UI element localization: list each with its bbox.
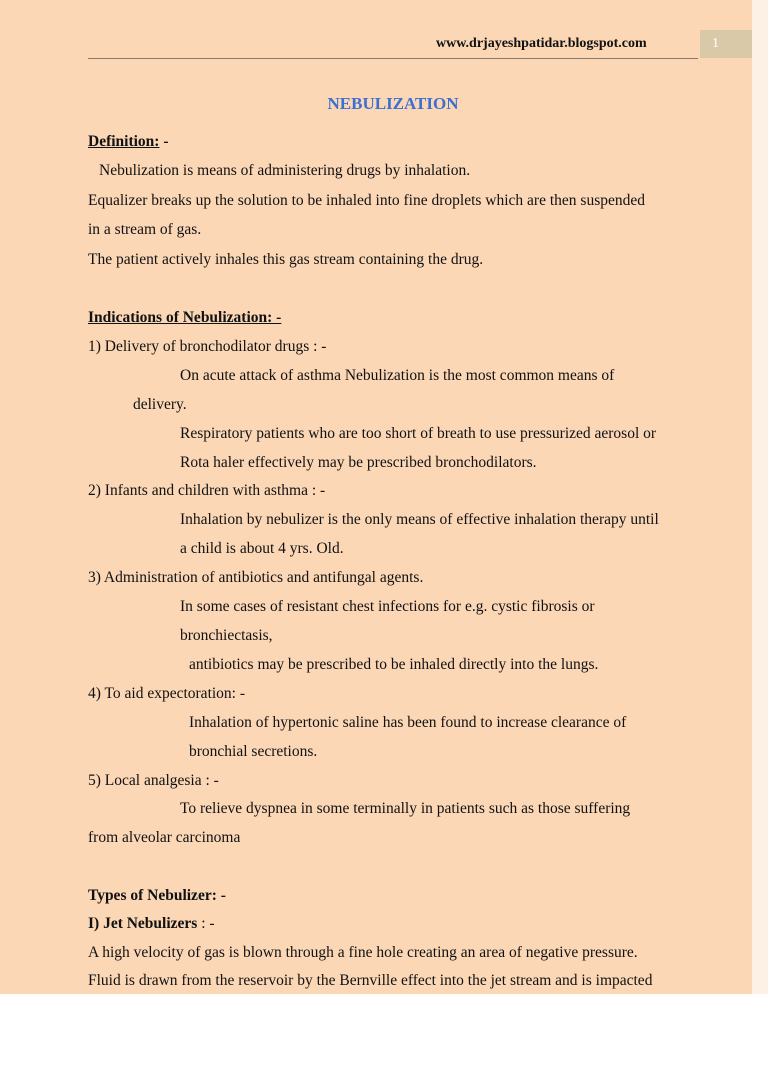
indication-line: delivery. bbox=[133, 396, 187, 413]
header-url: www.drjayeshpatidar.blogspot.com bbox=[436, 36, 647, 51]
page-number-box bbox=[700, 30, 752, 58]
indication-line: from alveolar carcinoma bbox=[88, 829, 241, 846]
types-line: Fluid is drawn from the reservoir by the Bernville effect into the jet stream and is impacted bbox=[88, 972, 653, 989]
jet-nebulizers-heading: I) Jet Nebulizers bbox=[88, 915, 198, 932]
indication-line: a child is about 4 yrs. Old. bbox=[180, 540, 344, 557]
definition-heading-suffix: - bbox=[159, 133, 169, 150]
indication-line: bronchial secretions. bbox=[189, 743, 318, 760]
indication-line: 1) Delivery of bronchodilator drugs : - bbox=[88, 338, 327, 355]
indication-line: bronchiectasis, bbox=[180, 627, 273, 644]
definition-heading: Definition: bbox=[88, 133, 160, 150]
indications-heading: Indications of Nebulization: - bbox=[88, 309, 282, 326]
indication-line: 3) Administration of antibiotics and antifungal agents. bbox=[88, 569, 424, 586]
indication-line: To relieve dyspnea in some terminally in patients such as those suffering bbox=[180, 800, 631, 817]
types-heading: Types of Nebulizer: - bbox=[88, 887, 226, 904]
definition-line: in a stream of gas. bbox=[88, 221, 202, 238]
page-number: 1 bbox=[712, 36, 719, 51]
types-line: A high velocity of gas is blown through a fine hole creating an area of negative pressure. bbox=[88, 944, 638, 961]
indication-line: On acute attack of asthma Nebulization is the most common means of bbox=[180, 367, 615, 384]
definition-line: The patient actively inhales this gas stream containing the drug. bbox=[88, 251, 484, 268]
page-edge-strip bbox=[752, 0, 768, 994]
indication-line: In some cases of resistant chest infections for e.g. cystic fibrosis or bbox=[180, 598, 595, 615]
definition-heading-line bbox=[88, 132, 169, 152]
definition-line: Equalizer breaks up the solution to be inhaled into fine droplets which are then suspended bbox=[88, 192, 645, 209]
indication-line: Rota haler effectively may be prescribed bronchodilators. bbox=[180, 454, 537, 471]
header-divider bbox=[88, 58, 698, 59]
indication-line: 4) To aid expectoration: - bbox=[88, 685, 246, 702]
indication-line: antibiotics may be prescribed to be inhaled directly into the lungs. bbox=[189, 656, 599, 673]
indication-line: 2) Infants and children with asthma : - bbox=[88, 482, 326, 499]
definition-line: Nebulization is means of administering drugs by inhalation. bbox=[99, 162, 471, 179]
indication-line: Respiratory patients who are too short of breath to use pressurized aerosol or bbox=[180, 425, 657, 442]
jet-nebulizers-heading-line bbox=[88, 914, 215, 934]
jet-nebulizers-heading-suffix: : - bbox=[197, 915, 215, 932]
indication-line: Inhalation of hypertonic saline has been found to increase clearance of bbox=[189, 714, 627, 731]
indication-line: 5) Local analgesia : - bbox=[88, 772, 219, 789]
page-title: NEBULIZATION bbox=[327, 94, 459, 113]
indication-line: Inhalation by nebulizer is the only means of effective inhalation therapy until bbox=[180, 511, 659, 528]
